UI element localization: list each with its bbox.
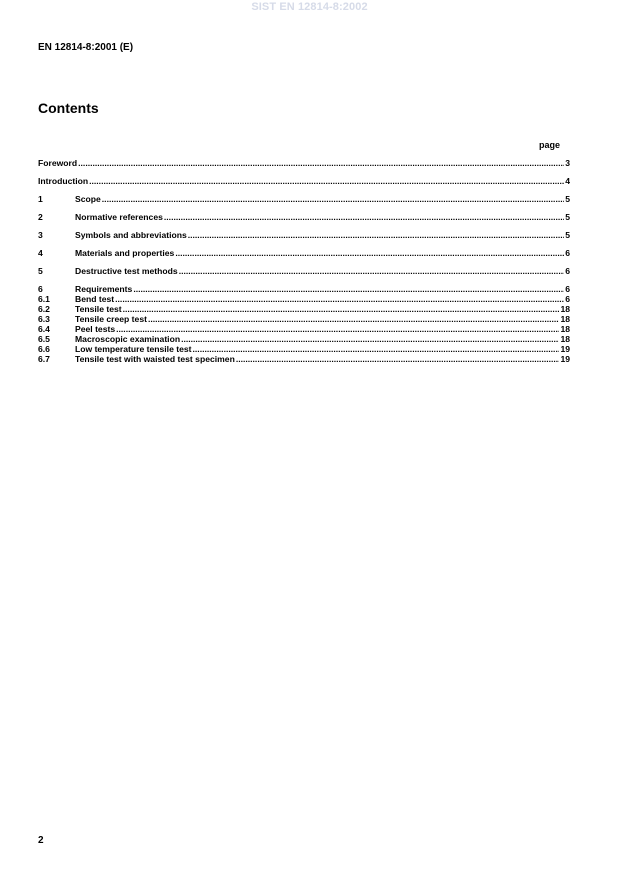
toc-entry-number: 6.6 [38, 344, 50, 354]
toc-entry-number: 1 [38, 194, 43, 204]
toc-leader-dots [164, 212, 564, 222]
toc-entry-title: Low temperature tensile test [75, 344, 192, 354]
toc-entry-number: 6.3 [38, 314, 50, 324]
toc-entry-title: Scope [75, 194, 101, 204]
toc-entry-6-7[interactable] [38, 353, 570, 364]
toc-entry-5[interactable] [38, 265, 570, 276]
toc-entry-3[interactable] [38, 229, 570, 240]
toc-entry-page: 3 [565, 158, 570, 168]
toc-entry-title: Peel tests [75, 324, 116, 334]
toc-leader-dots [78, 158, 564, 168]
toc-leader-dots [188, 230, 564, 240]
toc-entry-page: 19 [560, 344, 570, 354]
watermark: SIST EN 12814-8:2002 [251, 1, 368, 13]
toc-entry-number: 4 [38, 248, 43, 258]
toc-entry-page: 18 [560, 334, 570, 344]
toc-entry-page: 6 [565, 284, 570, 294]
toc-entry-number: 3 [38, 230, 43, 240]
toc-entry-1[interactable] [38, 193, 570, 204]
toc-entry-title: Bend test [75, 294, 115, 304]
toc-entry-page: 18 [560, 324, 570, 334]
toc-leader-dots [89, 176, 564, 186]
toc-entry-title: Macroscopic examination [75, 334, 181, 344]
toc-entry-foreword[interactable] [38, 157, 570, 168]
toc-entry-page: 18 [560, 314, 570, 324]
toc-leader-dots [175, 248, 564, 258]
toc-entry-page: 6 [565, 266, 570, 276]
toc-entry-title: Destructive test methods [75, 266, 178, 276]
toc-entry-title: Tensile creep test [75, 314, 147, 324]
toc-entry-introduction[interactable] [38, 175, 570, 186]
toc-entry-2[interactable] [38, 211, 570, 222]
toc-entry-page: 18 [560, 304, 570, 314]
document-id: EN 12814-8:2001 (E) [38, 42, 134, 53]
toc-entry-number: 2 [38, 212, 43, 222]
toc-entry-title: Tensile test with waisted test specimen [75, 354, 235, 364]
toc-entry-number: 6.4 [38, 324, 50, 334]
toc-entry-number: 6.7 [38, 354, 50, 364]
page-number: 2 [38, 835, 44, 846]
toc-entry-title: Normative references [75, 212, 163, 222]
toc-entry-title: Foreword [38, 158, 78, 168]
toc-entry-4[interactable] [38, 247, 570, 258]
toc-entry-title: Introduction [38, 176, 89, 186]
toc-entry-title: Symbols and abbreviations [75, 230, 187, 240]
toc-entry-page: 4 [565, 176, 570, 186]
toc-entry-title: Tensile test [75, 304, 122, 314]
contents-title: Contents [38, 100, 99, 116]
toc-entry-number: 6.1 [38, 294, 50, 304]
toc-entry-title: Requirements [75, 284, 133, 294]
toc-entry-number: 6 [38, 284, 43, 294]
toc-entry-number: 6.5 [38, 334, 50, 344]
toc-leader-dots [236, 354, 560, 364]
toc-entry-page: 6 [565, 294, 570, 304]
toc-leader-dots [179, 266, 565, 276]
toc-entry-page: 5 [565, 212, 570, 222]
toc-entry-page: 6 [565, 248, 570, 258]
toc-entry-page: 5 [565, 194, 570, 204]
toc-leader-dots [102, 194, 564, 204]
toc-entry-number: 6.2 [38, 304, 50, 314]
page-column-heading: page [539, 140, 561, 150]
toc-entry-number: 5 [38, 266, 43, 276]
toc-entry-title: Materials and properties [75, 248, 175, 258]
toc-entry-page: 19 [560, 354, 570, 364]
toc-entry-page: 5 [565, 230, 570, 240]
